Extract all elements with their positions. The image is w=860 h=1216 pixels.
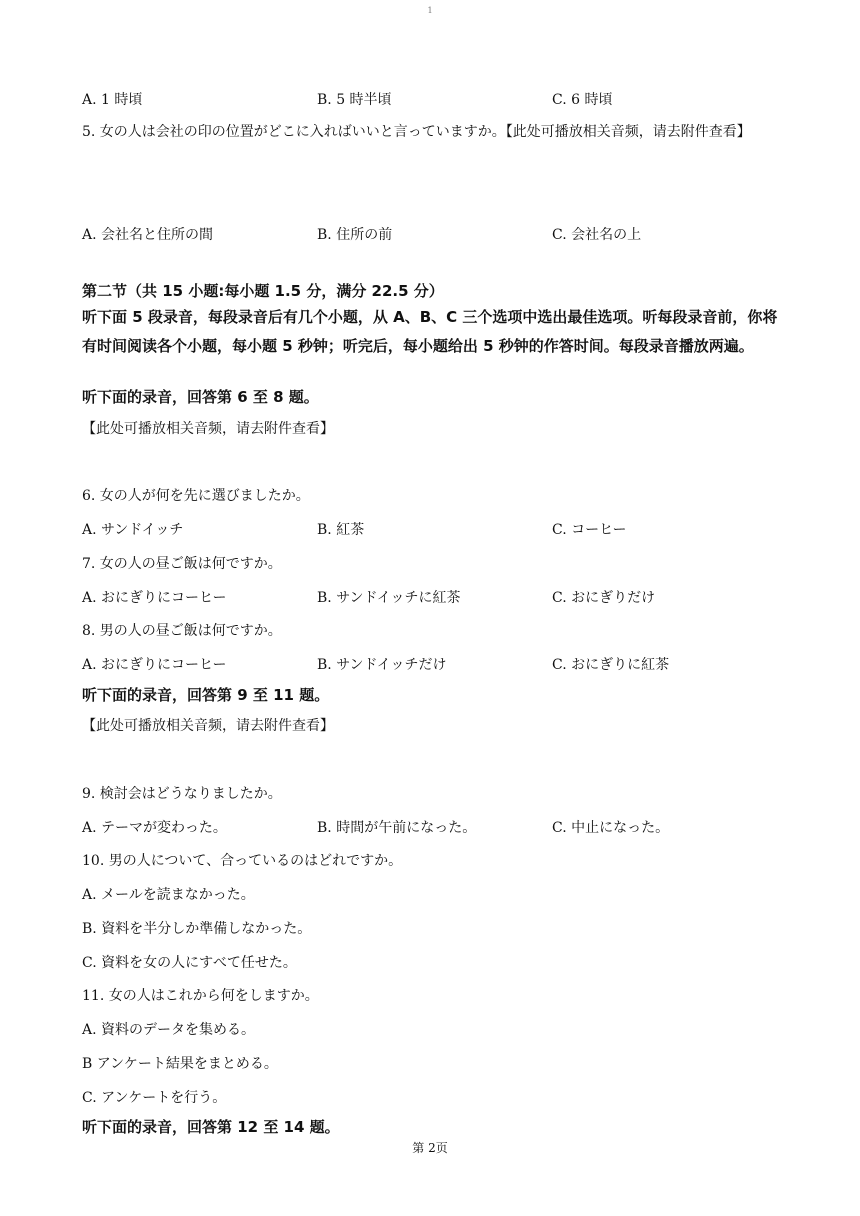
q11-option-b[interactable]: B アンケート結果をまとめる。 xyxy=(82,1056,278,1072)
q4-option-a[interactable]: A. 1 時頃 xyxy=(82,92,143,108)
q10-question: 10. 男の人について、合っているのはどれですか。 xyxy=(82,853,403,869)
q4-options xyxy=(82,90,782,110)
q10-option-a[interactable]: A. メールを読まなかった。 xyxy=(82,887,255,903)
q4-option-b[interactable]: B. 5 時半頃 xyxy=(317,92,392,108)
q9-option-b[interactable]: B. 時間が午前になった。 xyxy=(317,820,477,836)
q10-option-b[interactable]: B. 資料を半分しか準備しなかった。 xyxy=(82,921,312,937)
q5-question: 5. 女の人は会社の印の位置がどこに入ればいいと言っていますか。【此处可播放相关音频，请去附件查看】 xyxy=(82,124,751,140)
group1-heading: 听下面的录音，回答第 6 至 8 题。 xyxy=(82,388,319,406)
q7-option-b[interactable]: B. サンドイッチに紅茶 xyxy=(317,590,461,606)
q7-question: 7. 女の人の昼ご飯は何ですか。 xyxy=(82,556,282,572)
q7-option-c[interactable]: C. おにぎりだけ xyxy=(552,590,656,606)
page-header-mark: 1 xyxy=(427,6,433,15)
q8-option-b[interactable]: B. サンドイッチだけ xyxy=(317,657,447,673)
q5-option-a[interactable]: A. 会社名と住所の間 xyxy=(82,227,214,243)
q9-question: 9. 検討会はどうなりましたか。 xyxy=(82,786,282,802)
group1-audio-note[interactable]: 【此处可播放相关音频，请去附件查看】 xyxy=(82,421,334,437)
group2-audio-note[interactable]: 【此处可播放相关音频，请去附件查看】 xyxy=(82,718,334,734)
q9-option-c[interactable]: C. 中止になった。 xyxy=(552,820,670,836)
q8-option-a[interactable]: A. おにぎりにコーヒー xyxy=(82,657,227,673)
q11-option-a[interactable]: A. 資料のデータを集める。 xyxy=(82,1022,256,1038)
q6-option-c[interactable]: C. コーヒー xyxy=(552,522,627,538)
q4-option-c[interactable]: C. 6 時頃 xyxy=(552,92,613,108)
q6-options xyxy=(82,520,782,540)
q9-options xyxy=(82,818,782,838)
q11-question: 11. 女の人はこれから何をしますか。 xyxy=(82,988,319,1004)
q7-option-a[interactable]: A. おにぎりにコーヒー xyxy=(82,590,227,606)
q8-question: 8. 男の人の昼ご飯は何ですか。 xyxy=(82,623,282,639)
page-number-footer: 第 2页 xyxy=(412,1141,448,1155)
q5-option-b[interactable]: B. 住所の前 xyxy=(317,227,393,243)
q8-option-c[interactable]: C. おにぎりに紅茶 xyxy=(552,657,670,673)
q6-question: 6. 女の人が何を先に選びましたか。 xyxy=(82,488,310,504)
section2-title: 第二节（共 15 小题:每小题 1.5 分，满分 22.5 分） xyxy=(82,282,444,300)
section2-instructions: 听下面 5 段录音，每段录音后有几个小题，从 A、B、C 三个选项中选出最佳选项。听每段录音前，你将有时间阅读各个小题，每小题 5 秒钟；听完后，每小题给出 5 秒钟的作答时间。每段录音播放两遍。 xyxy=(82,308,778,355)
group3-heading: 听下面的录音，回答第 12 至 14 题。 xyxy=(82,1118,340,1136)
q5-options xyxy=(82,225,782,245)
q9-option-a[interactable]: A. テーマが変わった。 xyxy=(82,820,227,836)
q7-options xyxy=(82,588,782,608)
q11-option-c[interactable]: C. アンケートを行う。 xyxy=(82,1090,227,1106)
q10-option-c[interactable]: C. 資料を女の人にすべて任せた。 xyxy=(82,955,297,971)
q6-option-b[interactable]: B. 紅茶 xyxy=(317,522,365,538)
q5-option-c[interactable]: C. 会社名の上 xyxy=(552,227,642,243)
q8-options xyxy=(82,655,782,675)
group2-heading: 听下面的录音，回答第 9 至 11 题。 xyxy=(82,686,330,704)
q6-option-a[interactable]: A. サンドイッチ xyxy=(82,522,184,538)
